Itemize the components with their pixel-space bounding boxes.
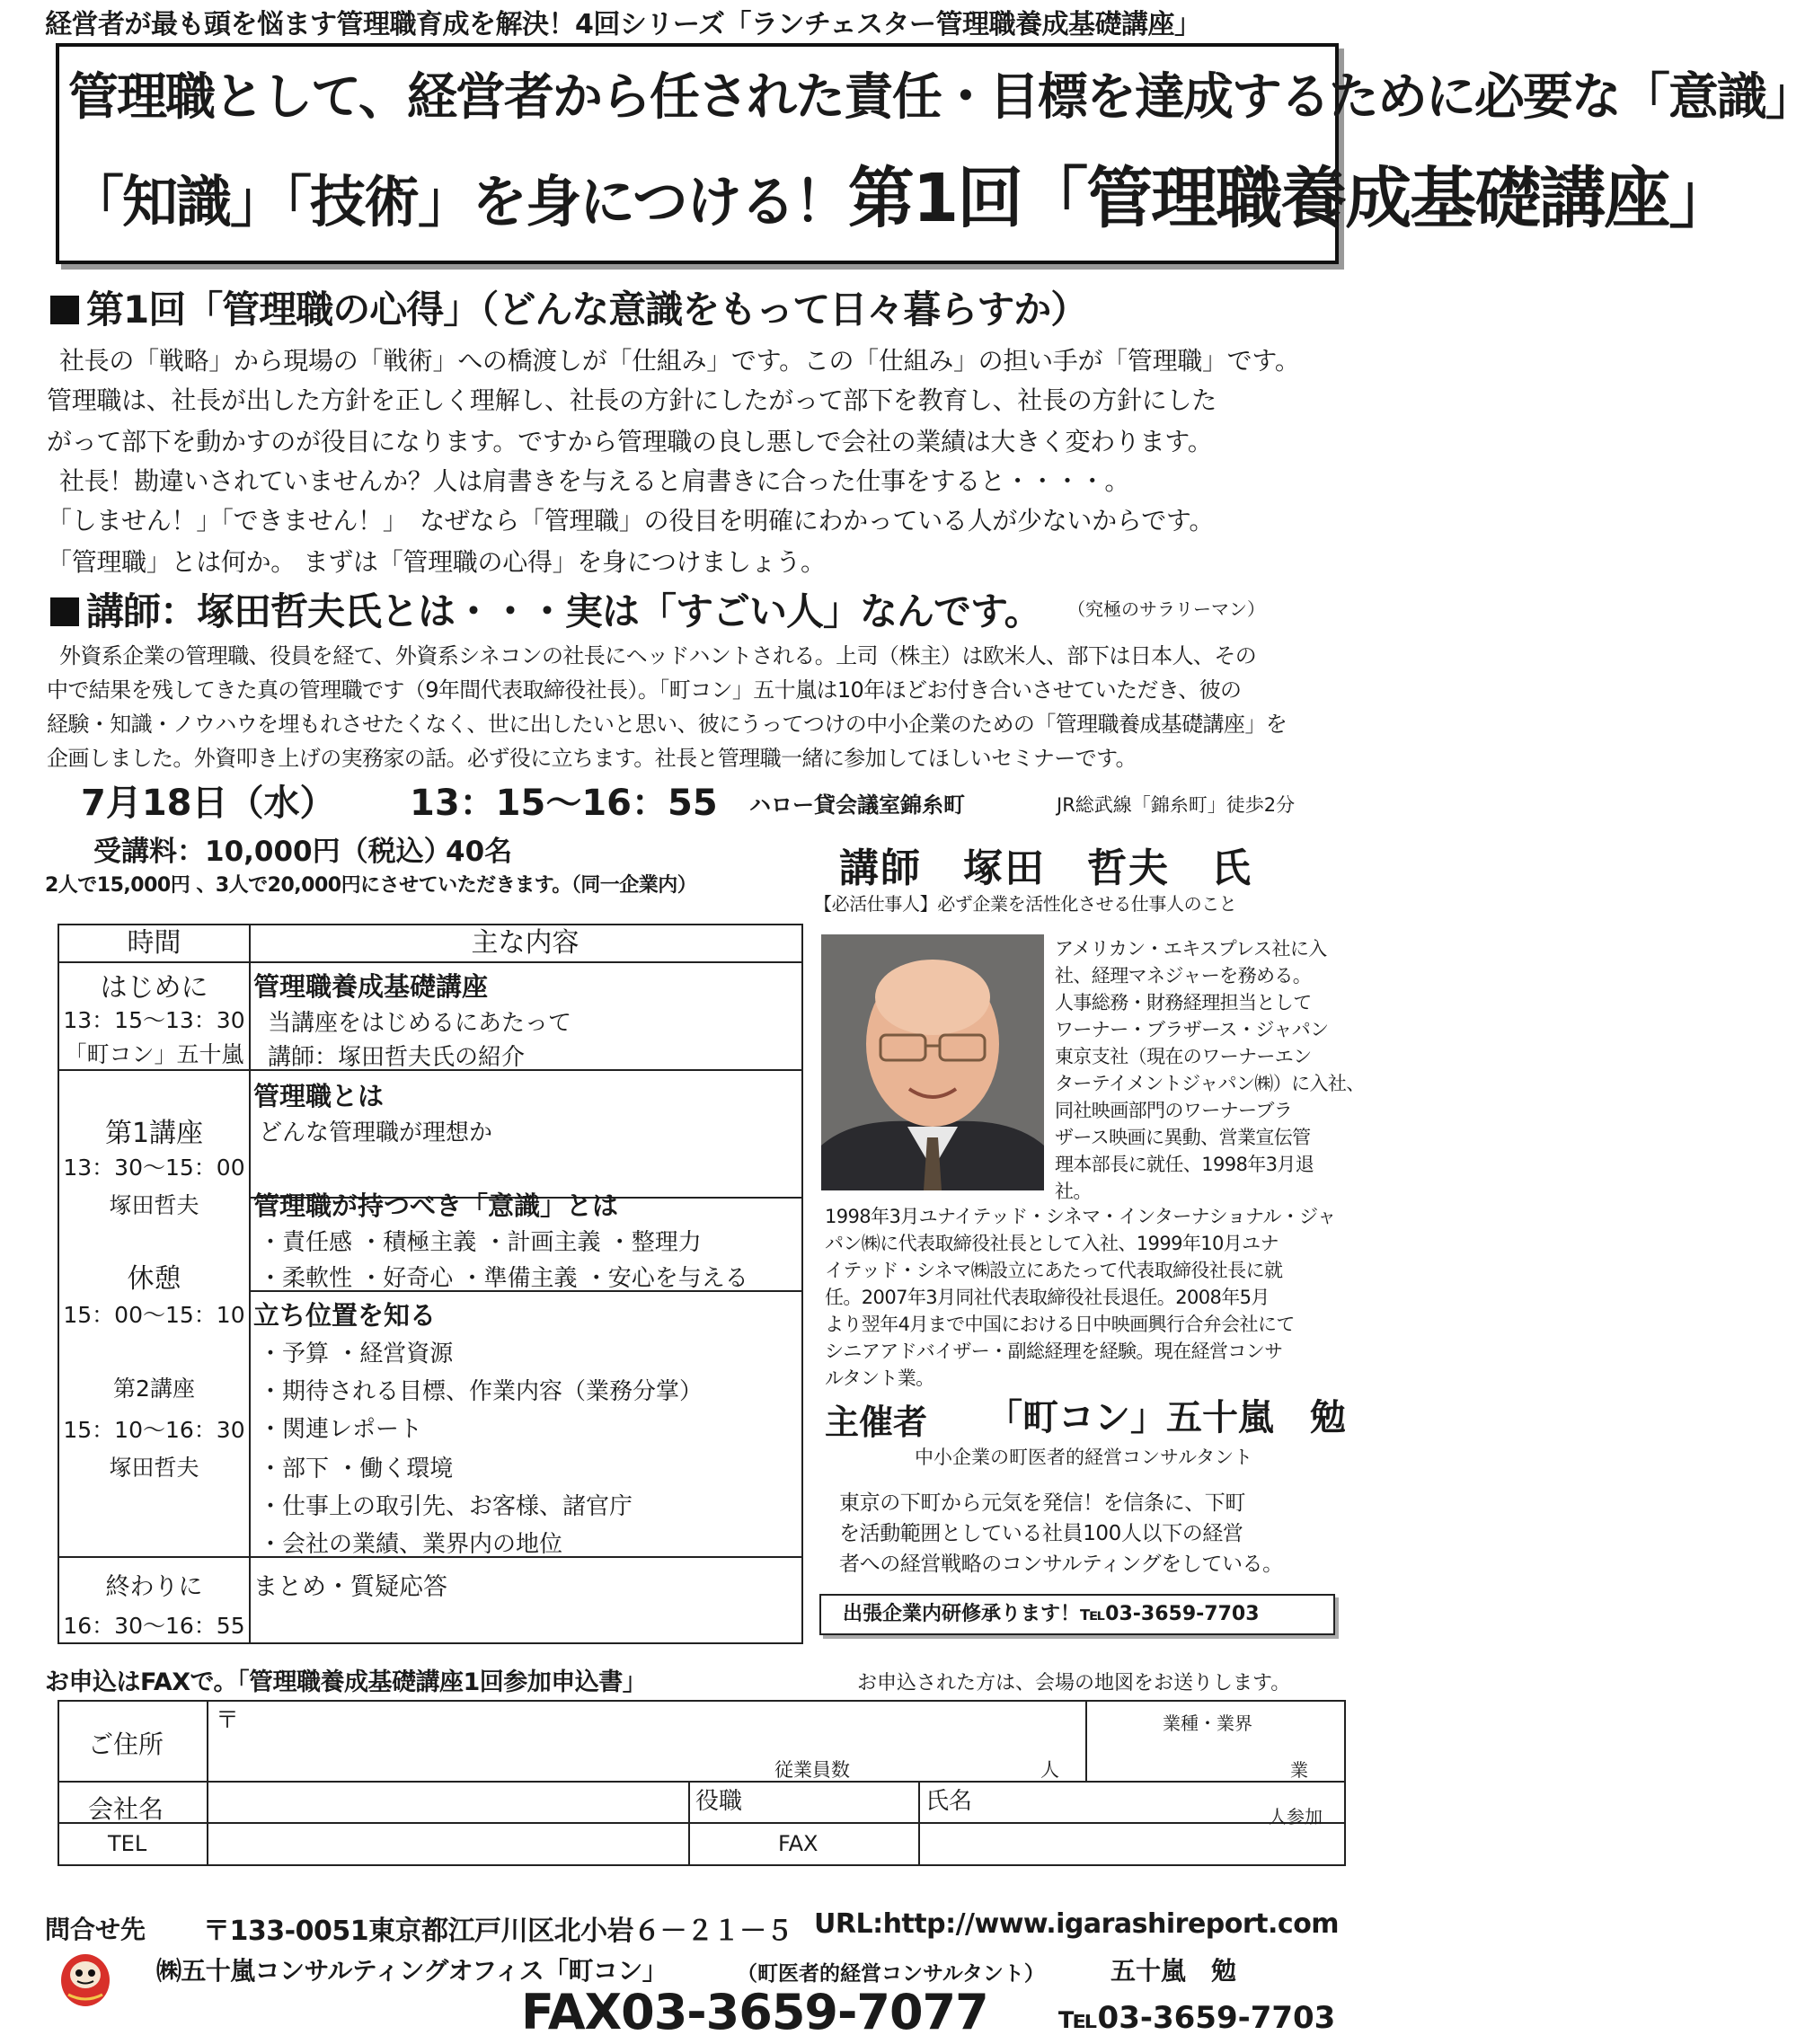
row-intro-who: 「町コン」五十嵐 (64, 1041, 244, 1067)
contact-fax: FAX03-3659-7077 (521, 1984, 988, 2040)
postal-mark: 〒 (216, 1707, 240, 1734)
square-bullet-icon (50, 296, 79, 324)
section1-line: 「しません！」「できません！」 なぜなら「管理職」の役目を明確にわかっている人が少ないからです。 (47, 506, 1215, 535)
organizer-desc: を活動範囲としている社員100人以下の経営 (839, 1522, 1243, 1545)
lecturer-bio-line: ターテイメントジャパン㈱）に入社、 (1055, 1073, 1365, 1094)
portrait-icon (821, 934, 1044, 1190)
industry-label: 業種・業界 (1163, 1712, 1252, 1734)
row-closing-time: 16：30〜16：55 (63, 1613, 245, 1639)
daruma-logo (59, 1950, 111, 2007)
section1-line: 社長！勘違いされていませんか？人は肩書きを与えると肩書きに合った仕事をすると・・・・。 (59, 466, 1130, 496)
fax-label: FAX (778, 1831, 819, 1856)
training-box: 出張企業内研修承ります！℡03-3659-7703 (819, 1594, 1335, 1635)
lecturer-bio-line: ルタント業。 (825, 1367, 934, 1389)
section2-line: 企画しました。外資叩き上げの実務家の話。必ず役に立ちます。社長と管理職一緒に参加してほしいセミナーです。 (47, 746, 1137, 771)
organizer-name: 「町コン」五十嵐 勉 (987, 1397, 1346, 1438)
contact-person: 五十嵐 勉 (1111, 1956, 1237, 1986)
event-fee: 受講料：10,000円（税込） (93, 836, 452, 868)
row-break-time: 15：00〜15：10 (63, 1302, 245, 1328)
fax-form (58, 1700, 1346, 1866)
row-lecture1-who: 塚田哲夫 (109, 1192, 199, 1218)
lecturer-bio-line: 社。 (1055, 1181, 1092, 1202)
section2-heading: 講師：塚田哲夫氏とは・・・実は「すごい人」なんです。 (50, 582, 1041, 636)
lecturer-bio-line: 理本部長に就任、1998年3月退 (1055, 1154, 1314, 1175)
section1-line: 「管理職」とは何か。 まずは「管理職の心得」を身につけましょう。 (47, 547, 826, 577)
row-lecture2-bullet: ・仕事上の取引先、お客様、諸官庁 (259, 1493, 633, 1520)
application-note: お申込された方は、会場の地図をお送りします。 (857, 1672, 1291, 1694)
row-closing-title: まとめ・質疑応答 (253, 1573, 447, 1601)
daruma-icon (59, 1950, 111, 2007)
contact-company-note: （町医者的経営コンサルタント） (737, 1962, 1045, 1986)
organizer-desc: 東京の下町から元気を発信！を信条に、下町 (839, 1491, 1246, 1515)
lecturer-bio-line: イテッド・シネマ㈱設立にあたって代表取締役社長に就 (825, 1260, 1283, 1281)
row-lecture1-sub: どんな管理職が理想か (259, 1119, 493, 1146)
event-discount: 2人で15,000円 、3人で20,000円にさせていただきます。（同一企業内） (45, 874, 697, 897)
table-header-time: 時間 (59, 925, 249, 963)
section2-line: 外資系企業の管理職、役員を経て、外資系シネコンの社長にヘッドハントされる。上司（株主）は欧米人、部下は日本人、その (59, 643, 1257, 668)
row-break-name: 休憩 (127, 1263, 181, 1295)
lecturer-bio-line: シニアアドバイザー・副総経理を経験。現在経営コンサ (825, 1341, 1283, 1362)
lecturer-bio-line: より翌年4月まで中国における日中映画興行合弁会社にて (825, 1314, 1295, 1335)
event-time: 13：15〜16：55 (410, 783, 718, 824)
contact-label: 問合せ先 (45, 1915, 146, 1944)
row-lecture1-bullets: ・責任感 ・積極主義 ・計画主義 ・整理力 (259, 1229, 702, 1256)
lecturer-bio-line: パン㈱に代表取締役社長として入社、1999年10月ユナ (825, 1233, 1279, 1254)
row-lecture2-bullet: ・部下 ・働く環境 (259, 1456, 454, 1482)
lecturer-bio-line: ワーナー・ブラザース・ジャパン (1055, 1019, 1329, 1040)
employees-label: 従業員数 (774, 1759, 850, 1781)
lecturer-photo (821, 934, 1044, 1190)
contact-company: ㈱五十嵐コンサルティングオフィス「町コン」 (156, 1956, 668, 1986)
section1-line: 社長の「戦略」から現場の「戦術」への橋渡しが「仕組み」です。この「仕組み」の担い手が「管理職」です。 (59, 346, 1300, 376)
lecturer-bio-line: アメリカン・エキスプレス社に入 (1055, 938, 1327, 960)
row-intro-time: 13：15〜13：30 (63, 1007, 245, 1033)
row-lecture2-bullet: ・関連レポート (259, 1416, 423, 1443)
event-capacity: 40名 (446, 836, 513, 868)
row-lecture2-name: 第2講座 (113, 1376, 195, 1402)
lecturer-bio-line: 人事総務・財務経理担当として (1055, 992, 1312, 1013)
name-label: 氏名 (925, 1788, 973, 1815)
row-lecture1-bullets: ・柔軟性 ・好奇心 ・準備主義 ・安心を与える (259, 1265, 748, 1292)
row-lecture1-title: 管理職とは (253, 1081, 385, 1111)
lecturer-name: 講師 塚田 哲夫 氏 (839, 845, 1252, 891)
section1-line: 管理職は、社長が出した方針を正しく理解し、社長の方針にしたがって部下を教育し、社長の方針にした (47, 385, 1217, 415)
organizer-desc: 者への経営戦略のコンサルティングをしている。 (839, 1553, 1283, 1576)
section1-line: がって部下を動かすのが役目になります。ですから管理職の良し悪しで会社の業績は大きく変わります。 (47, 427, 1213, 456)
square-bullet-icon (50, 597, 79, 626)
event-venue: ハロー貸会議室錦糸町 (749, 792, 965, 818)
event-access: JR総武線「錦糸町」徒歩2分 (1057, 794, 1296, 816)
position-label: 役職 (695, 1788, 743, 1815)
industry-unit: 業 (1290, 1759, 1308, 1781)
address-field[interactable] (217, 1720, 1080, 1761)
lecturer-bio-line: 任。2007年3月同社代表取締役社長退任。2008年5月 (825, 1287, 1270, 1308)
lecturer-bio-line: 1998年3月ユナイテッド・シネマ・インターナショナル・ジャ (825, 1206, 1336, 1227)
title-line-2a: 「知識」「技術」を身につける！ (68, 169, 848, 234)
section1-heading: 第1回「管理職の心得」（どんな意識をもって日々暮らすか） (50, 280, 1087, 334)
row-lecture2-bullet: ・予算 ・経営資源 (259, 1341, 454, 1367)
section2-line: 経験・知識・ノウハウを埋もれさせたくなく、世に出したいと思い、彼にうってつけの中小企業のための「管理職養成基礎講座」を (47, 712, 1287, 737)
lecturer-bio-line: 東京支社（現在のワーナーエン (1055, 1046, 1312, 1067)
lecturer-bio-line: ザース映画に異動、営業宣伝管 (1055, 1127, 1311, 1148)
organizer-label: 主催者 (825, 1402, 928, 1442)
lecturer-bio-line: 同社映画部門のワーナーブラ (1055, 1100, 1293, 1121)
row-intro-title: 管理職養成基礎講座 (253, 971, 489, 1002)
table-header-content: 主な内容 (249, 925, 801, 963)
section2-line: 中で結果を残してきた真の管理職です（9年間代表取締役社長）。「町コン」五十嵐は10年ほどお付き合いさせていただき、彼の (47, 677, 1242, 703)
section2-heading-note: （究極のサラリーマン） (1067, 598, 1265, 620)
row-lecture2-who: 塚田哲夫 (109, 1455, 199, 1481)
top-banner: 経営者が最も頭を悩ます管理職育成を解決！4回シリーズ「ランチェスター管理職養成基礎講座」 (45, 9, 1201, 40)
company-label: 会社名 (88, 1794, 164, 1824)
event-date: 7月18日（水） (81, 783, 336, 824)
employees-unit: 人 (1040, 1759, 1059, 1781)
title-line-2b: 第1回「管理職養成基礎講座」 (847, 160, 1734, 237)
title-line-2 (68, 146, 1733, 241)
title-line-1: 管理職として、経営者から任された責任・目標を達成するために必要な「意識」 (68, 68, 1814, 127)
tel-label: TEL (108, 1831, 147, 1856)
contact-address: 〒133-0051東京都江戸川区北小岩６－２１－５ (203, 1916, 793, 1947)
contact-url[interactable]: URL:http://www.igarashireport.com (814, 1908, 1340, 1940)
row-lecture2-bullet: ・期待される目標、作業内容（業務分掌） (259, 1378, 703, 1405)
row-lecture1-title2: 管理職が持つべき「意識」とは (253, 1190, 619, 1221)
lecturer-bio-line: 社、経理マネジャーを務める。 (1055, 965, 1312, 987)
row-intro-sub: 講師：塚田哲夫氏の紹介 (268, 1044, 526, 1071)
lecturer-tagline: 【必活仕事人】必ず企業を活性化させる仕事人のこと (814, 893, 1237, 915)
row-lecture1-name: 第1講座 (104, 1118, 204, 1149)
application-heading: お申込はFAXで。「管理職養成基礎講座1回参加申込書」 (45, 1668, 647, 1696)
row-lecture2-title: 立ち位置を知る (253, 1300, 437, 1331)
address-label: ご住所 (88, 1730, 164, 1759)
attendees-unit: 人参加 (1269, 1806, 1323, 1827)
row-intro-sub: 当講座をはじめるにあたって (268, 1010, 572, 1037)
row-lecture2-time: 15：10〜16：30 (63, 1417, 245, 1443)
schedule-table (58, 924, 803, 1644)
organizer-subtitle: 中小企業の町医者的経営コンサルタント (915, 1447, 1253, 1468)
row-lecture1-time: 13：30〜15：00 (63, 1155, 245, 1181)
row-lecture2-bullet: ・会社の業績、業界内の地位 (259, 1531, 563, 1558)
row-intro-name: はじめに (100, 972, 208, 1004)
row-closing-name: 終わりに (105, 1573, 203, 1601)
title-box (56, 43, 1814, 264)
contact-tel: ℡03-3659-7703 (1058, 2000, 1336, 2036)
